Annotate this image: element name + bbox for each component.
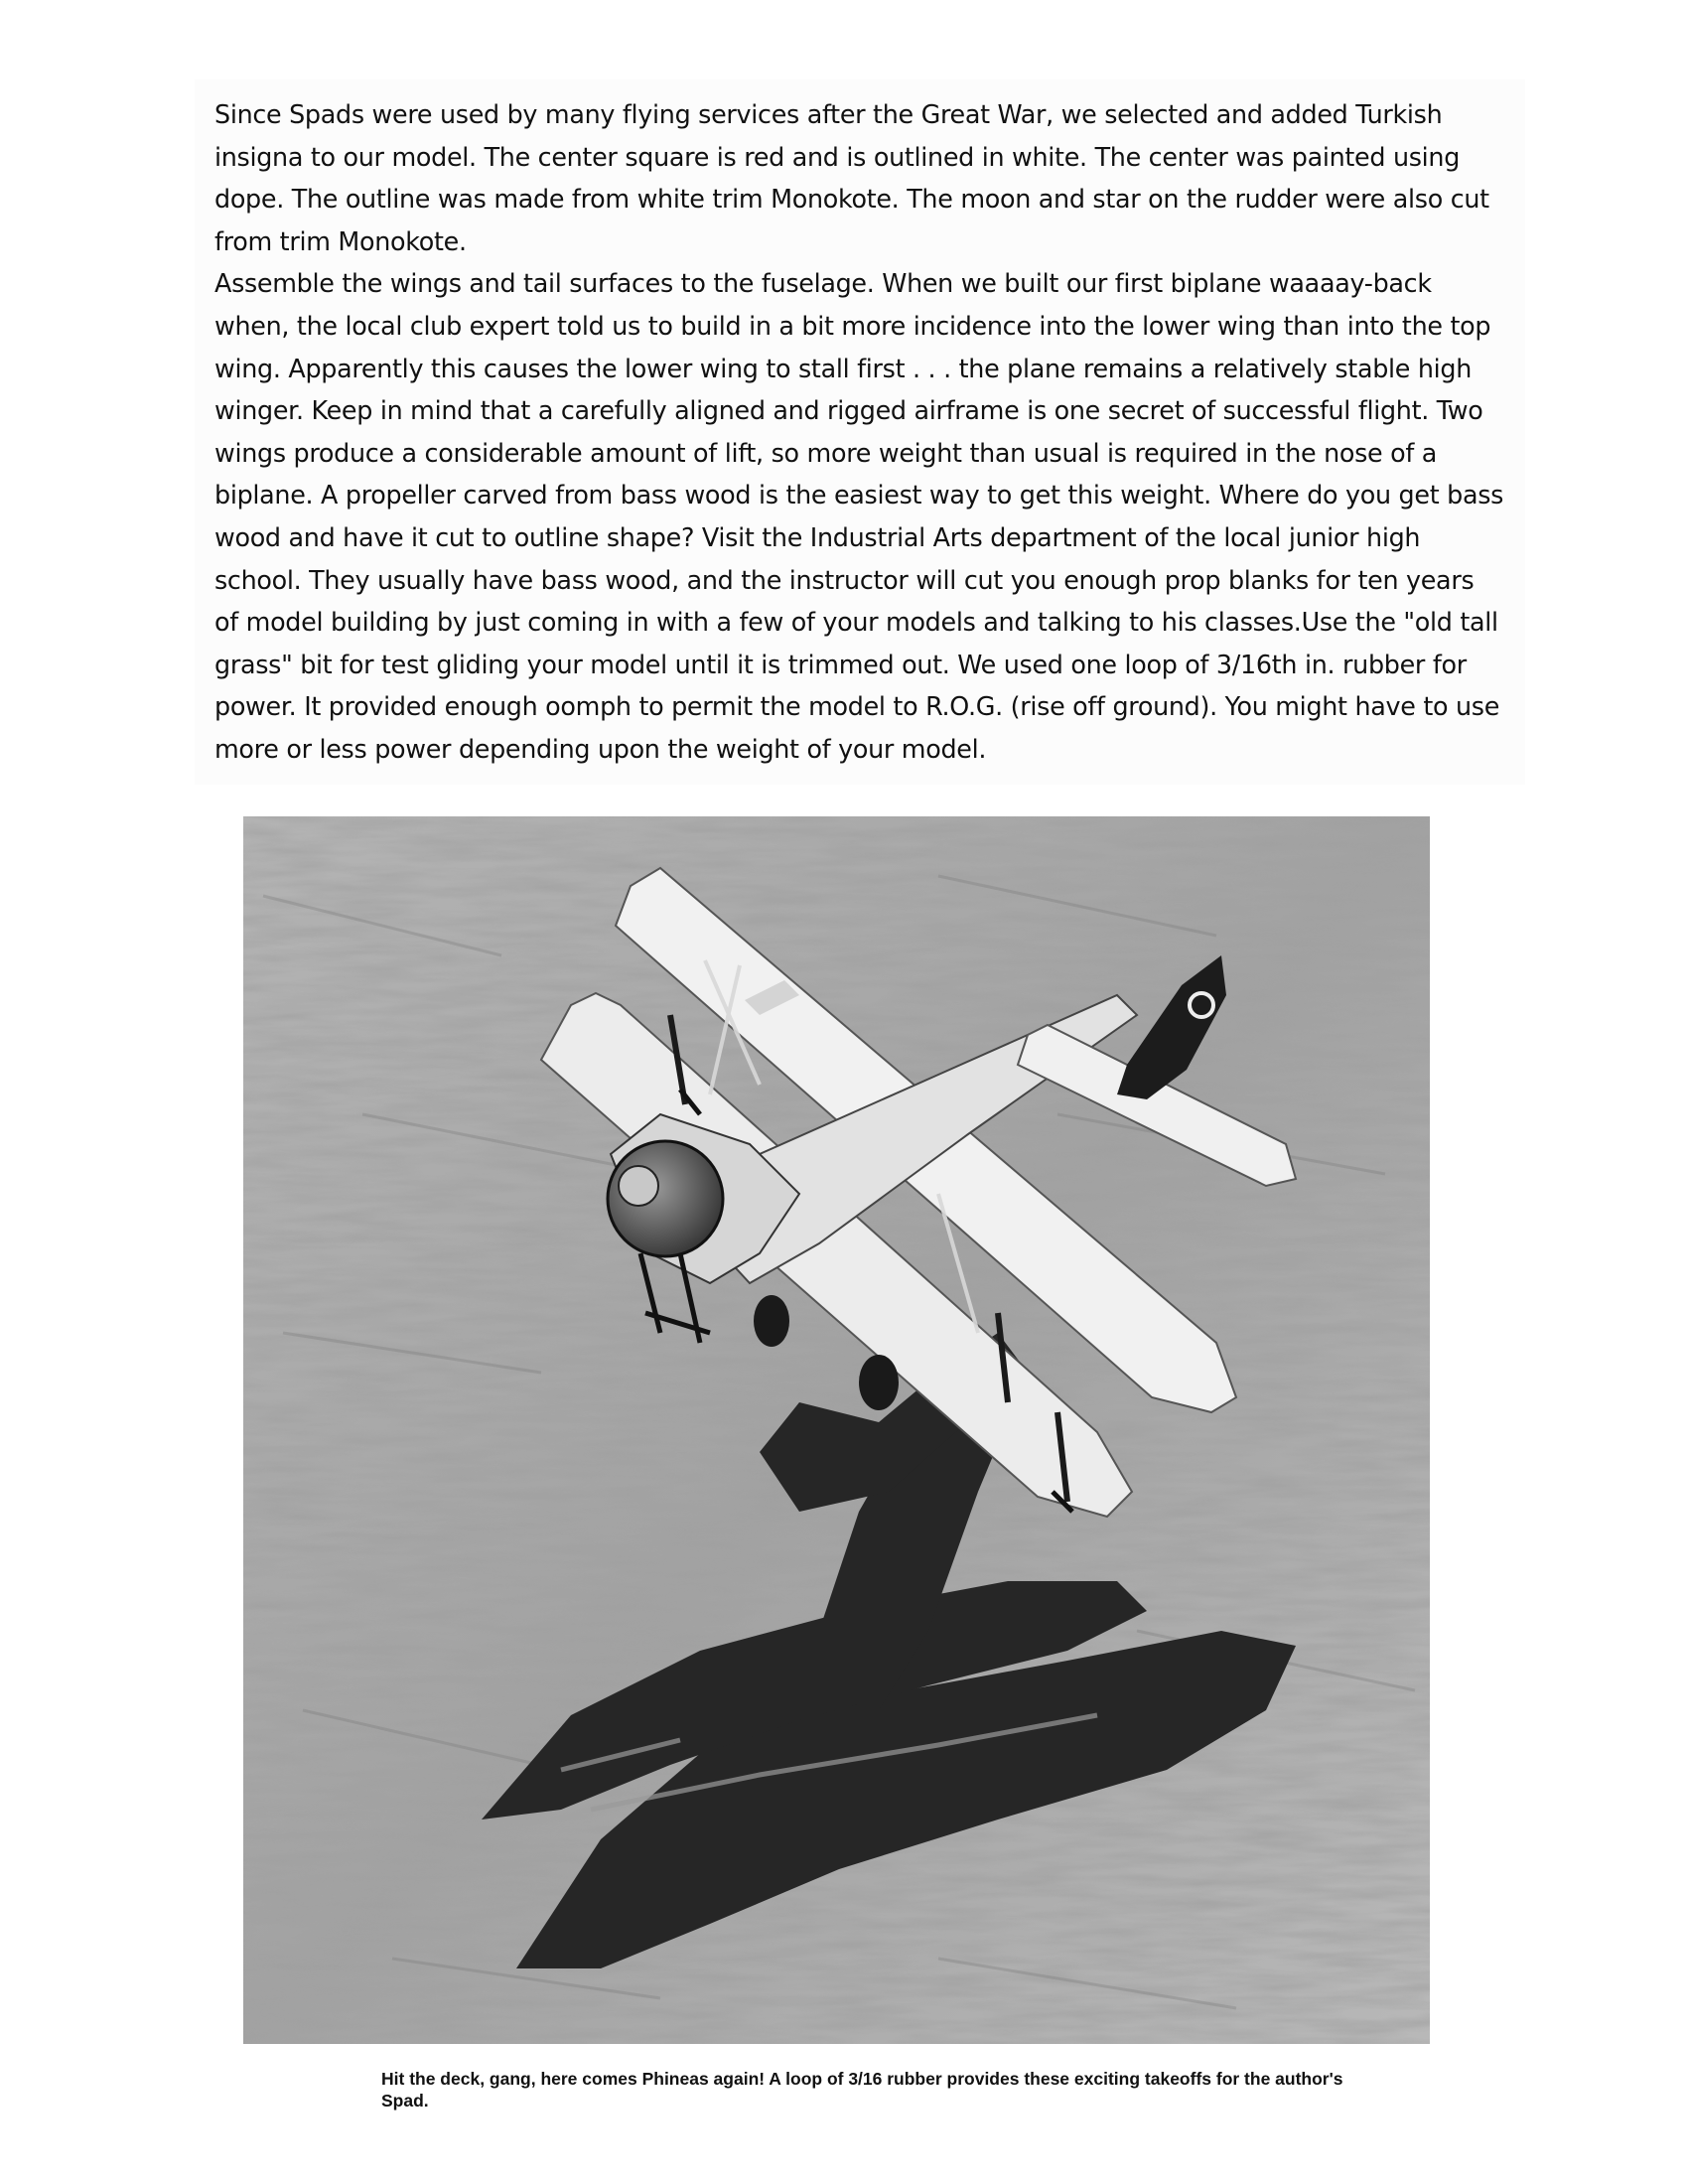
photo-caption: Hit the deck, gang, here comes Phineas again! A loop of 3/16 rubber provides these exciting takeoffs for the author's Spad. xyxy=(381,2069,1343,2111)
biplane-photo-drawing xyxy=(243,816,1430,2044)
engine-cowl xyxy=(608,1141,723,1256)
paragraph-insignia: Since Spads were used by many flying services after the Great War, we selected and added Turkish insigna to our model. The center square is red and is outlined in white. The center was painted using dope. The outline was made from white trim Monokote. The moon and star on the rudder were also cut from trim Monokote. xyxy=(214,99,1489,256)
article-text xyxy=(195,79,1525,785)
paragraph-assembly: Assemble the wings and tail surfaces to the fuselage. When we built our first biplane waaaay-back when, the local club expert told us to build in a bit more incidence into the lower wing than into the top wing. Apparently this causes the lower wing to stall first . . . the plane remains a relatively stable high winger. Keep in mind that a carefully aligned and rigged airframe is one secret of successful flight. Two wings produce a considerable amount of lift, so more weight than usual is required in the nose of a biplane. A propeller carved from bass wood is the easiest way to get this weight. Where do you get bass wood and have it cut to outline shape? Visit the Industrial Arts department of the local junior high school. They usually have bass wood, and the instructor will cut you enough prop blanks for ten years of model building by just coming in with a few of your models and talking to his classes.Use the "old tall grass" bit for test gliding your model until it is trimmed out. We used one loop of 3/16th in. rubber for power. It provided enough oomph to permit the model to R.O.G. (rise off ground). You might have to use more or less power depending upon the weight of your model. xyxy=(214,268,1504,764)
biplane-photo xyxy=(243,816,1430,2044)
